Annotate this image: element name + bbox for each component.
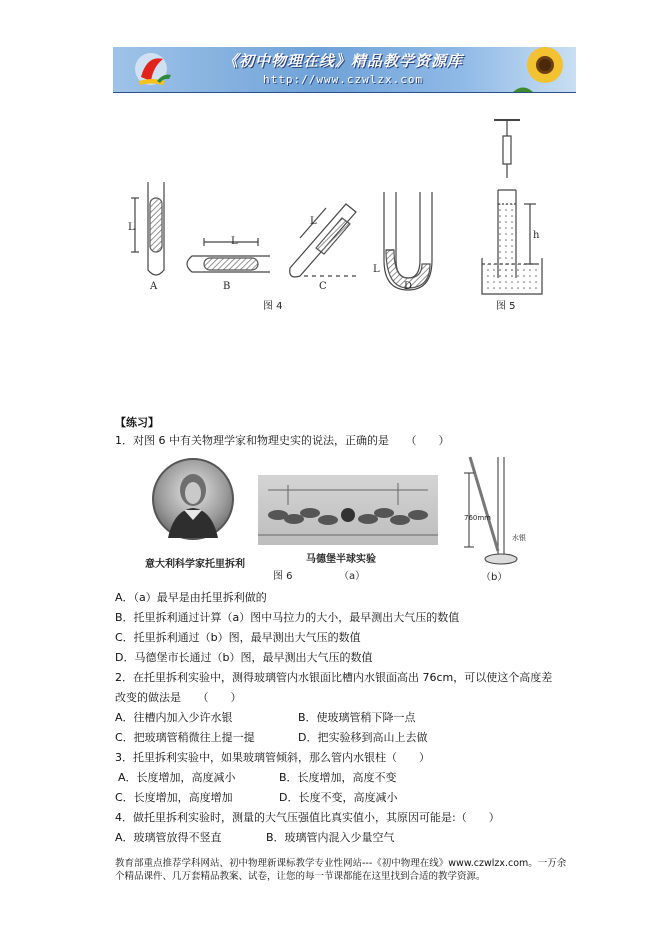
length-label-a: L bbox=[128, 222, 135, 233]
figure-6-label: 图 6 bbox=[273, 571, 293, 582]
subfigure-b-label: （b） bbox=[481, 572, 508, 583]
magdeburg-caption: 马德堡半球实验 bbox=[306, 554, 376, 565]
q2-option-c: C．把玻璃管稍微往上提一提 bbox=[115, 731, 255, 744]
subfigure-a-label: （a） bbox=[339, 571, 366, 582]
length-label-b: L bbox=[231, 236, 238, 247]
footer-line-1: 教育部重点推荐学科网站、初中物理新课标教学专业性网站---《初中物理在线》www.czwlzx.com。一万余 bbox=[115, 858, 567, 869]
q1-option-c: C．托里拆利通过（b）图，最早测出大气压的数值 bbox=[115, 631, 361, 644]
q2-option-b: B．使玻璃管稍下降一点 bbox=[298, 711, 416, 724]
question-2-stem-line1: 2．在托里拆利实验中，测得玻璃管内水银面比槽内水银面高出 76cm，可以使这个高度差 bbox=[115, 671, 553, 684]
tube-label-b: B bbox=[223, 281, 231, 292]
q3-option-c: C．长度增加，高度增加 bbox=[115, 791, 233, 804]
q3-option-b: B．长度增加，高度不变 bbox=[279, 771, 397, 784]
figure-4-caption: 图 4 bbox=[263, 301, 283, 312]
torricelli-apparatus bbox=[460, 455, 530, 567]
question-4-stem: 4．做托里拆利实验时，测量的大气压强值比真实值小，其原因可能是:（ ） bbox=[115, 811, 500, 824]
tube-label-d: D bbox=[404, 281, 413, 292]
question-1-stem: 1．对图 6 中有关物理学家和物理史实的说法，正确的是 （ ） bbox=[115, 434, 450, 447]
figures-4-5-drawing bbox=[120, 118, 560, 314]
length-label-d: L bbox=[373, 264, 380, 275]
mercury-label: 水银 bbox=[512, 534, 526, 542]
q1-option-d: D．马德堡市长通过（b）图，最早测出大气压的数值 bbox=[115, 651, 373, 664]
q4-option-b: B．玻璃管内混入少量空气 bbox=[266, 831, 395, 844]
tube-label-c: C bbox=[319, 281, 327, 292]
q2-option-d: D．把实验移到高山上去做 bbox=[298, 731, 428, 744]
magdeburg-scene bbox=[258, 475, 438, 545]
height-label-h: h bbox=[533, 230, 540, 241]
q3-option-a: A．长度增加，高度减小 bbox=[118, 771, 236, 784]
site-banner bbox=[113, 47, 576, 92]
banner-url[interactable]: http://www.czwlzx.com bbox=[263, 73, 424, 86]
tube-label-a: A bbox=[150, 281, 158, 292]
practice-heading: 【练习】 bbox=[115, 416, 159, 429]
q4-option-a: A．玻璃管放得不竖直 bbox=[115, 831, 222, 844]
banner-divider bbox=[113, 92, 576, 93]
portrait-caption: 意大利科学家托里拆利 bbox=[145, 559, 245, 570]
footer-line-2: 个精品课件、几万套精品教案、试卷，让您的每一节课都能在这里找到合适的教学资源。 bbox=[115, 871, 486, 882]
banner-title: 《初中物理在线》精品教学资源库 bbox=[223, 52, 464, 70]
question-2-stem-line2: 改变的做法是 （ ） bbox=[115, 691, 242, 704]
length-label-c: L bbox=[310, 216, 317, 227]
portrait-figure bbox=[154, 460, 232, 538]
magdeburg-illustration bbox=[258, 475, 438, 545]
q1-option-b: B．托里拆利通过计算（a）图中马拉力的大小，最早测出大气压的数值 bbox=[115, 611, 460, 624]
height-760-label: 760mm bbox=[464, 514, 491, 522]
q2-option-a: A．往槽内加入少许水银 bbox=[115, 711, 233, 724]
q1-option-a: A．（a）最早是由托里拆利做的 bbox=[115, 591, 267, 604]
question-3-stem: 3．托里拆利实验中，如果玻璃管倾斜，那么管内水银柱（ ） bbox=[115, 751, 430, 764]
figure-5-caption: 图 5 bbox=[496, 301, 516, 312]
torricelli-portrait bbox=[152, 458, 234, 540]
q3-option-d: D．长度不变，高度减小 bbox=[279, 791, 398, 804]
